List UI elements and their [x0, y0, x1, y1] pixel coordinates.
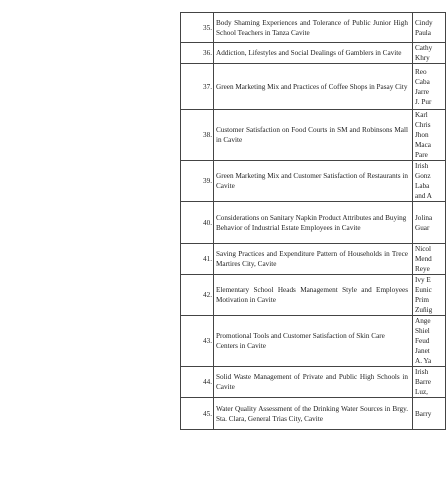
table-row: [181, 275, 446, 316]
thesis-title: Green Marketing Mix and Customer Satisfaction of Restaurants in Cavite: [214, 161, 413, 202]
author-line: Gonz: [415, 172, 431, 180]
author-names: [413, 43, 446, 64]
author-names: [413, 13, 446, 43]
author-line: Ivy E: [415, 276, 431, 284]
table-row: [181, 64, 446, 110]
thesis-title: Addiction, Lifestyles and Social Dealings of Gamblers in Cavite: [214, 43, 413, 64]
row-number: 36.: [181, 43, 214, 64]
author-names: [413, 398, 446, 430]
author-line: Janet: [415, 347, 430, 355]
author-names: [413, 110, 446, 161]
author-line: Caba: [415, 77, 430, 86]
author-names: [413, 275, 446, 316]
table-row: [181, 202, 446, 244]
table-row: [181, 367, 446, 398]
author-names: [413, 161, 446, 202]
author-line: Laba: [415, 182, 430, 190]
author-line: Jarre: [415, 87, 429, 96]
author-line: A. Ya: [415, 357, 432, 365]
row-number: 42.: [181, 275, 214, 316]
author-line: Maca: [415, 141, 431, 149]
row-number: 38.: [181, 110, 214, 161]
thesis-title: Customer Satisfaction on Food Courts in SM and Robinsons Mall in Cavite: [214, 110, 413, 161]
row-number: 35.: [181, 13, 214, 43]
author-line: Nicol: [415, 245, 431, 253]
thesis-title: Saving Practices and Expenditure Pattern of Households in Trece Martires City, Cavite: [214, 244, 413, 275]
author-line: Luz,: [415, 388, 428, 396]
author-line: Mend: [415, 255, 432, 263]
row-number: 43.: [181, 316, 214, 367]
table-row: [181, 316, 446, 367]
table-row: [181, 398, 446, 430]
author-line: Barry: [415, 409, 432, 418]
thesis-title: Green Marketing Mix and Practices of Coffee Shops in Pasay City: [214, 64, 413, 110]
author-names: [413, 316, 446, 367]
author-line: Pare: [415, 151, 428, 159]
author-line: Shiel: [415, 327, 430, 335]
author-line: Reye: [415, 265, 430, 273]
author-line: Cindy: [415, 18, 433, 27]
row-number: 45.: [181, 398, 214, 430]
author-line: Feud: [415, 337, 430, 345]
thesis-title: Water Quality Assessment of the Drinking Water Sources in Brgy. Sta. Clara, General Trias City, Cavite: [214, 398, 413, 430]
author-line: Eunic: [415, 286, 432, 294]
author-line: Guar: [415, 223, 430, 232]
author-line: Reo: [415, 67, 427, 76]
thesis-table: [180, 12, 446, 430]
table-row: [181, 244, 446, 275]
author-line: Barre: [415, 378, 431, 386]
author-line: Ange: [415, 317, 431, 325]
table-body: [181, 13, 446, 430]
row-number: 39.: [181, 161, 214, 202]
author-line: Prim: [415, 296, 429, 304]
author-line: Cathy: [415, 44, 433, 52]
row-number: 44.: [181, 367, 214, 398]
author-line: Karl: [415, 111, 428, 119]
table-row: [181, 13, 446, 43]
row-number: 40.: [181, 202, 214, 244]
thesis-title: Body Shaming Experiences and Tolerance of Public Junior High School Teachers in Tanza Cavite: [214, 13, 413, 43]
table-row: [181, 43, 446, 64]
author-line: and A: [415, 192, 432, 200]
author-line: Khry: [415, 54, 430, 62]
author-names: [413, 244, 446, 275]
thesis-title: Considerations on Sanitary Napkin Product Attributes and Buying Behavior of Industrial Estate Employees in Cavite: [214, 202, 413, 244]
author-line: Jolina: [415, 213, 433, 222]
thesis-title: Elementary School Heads Management Style and Employees Motivation in Cavite: [214, 275, 413, 316]
author-line: Zuñig: [415, 306, 433, 314]
author-line: Paula: [415, 28, 431, 37]
author-names: [413, 367, 446, 398]
row-number: 41.: [181, 244, 214, 275]
row-number: 37.: [181, 64, 214, 110]
author-line: Irish: [415, 162, 429, 170]
table-row: [181, 110, 446, 161]
author-line: Chris: [415, 121, 431, 129]
author-line: Irish: [415, 368, 429, 376]
author-names: [413, 64, 446, 110]
author-line: Jhon: [415, 131, 429, 139]
author-line: J. Pur: [415, 97, 432, 106]
author-names: [413, 202, 446, 244]
table-row: [181, 161, 446, 202]
thesis-title: Promotional Tools and Customer Satisfaction of Skin Care Centers in Cavite: [214, 316, 413, 367]
thesis-title: Solid Waste Management of Private and Public High Schools in Cavite: [214, 367, 413, 398]
